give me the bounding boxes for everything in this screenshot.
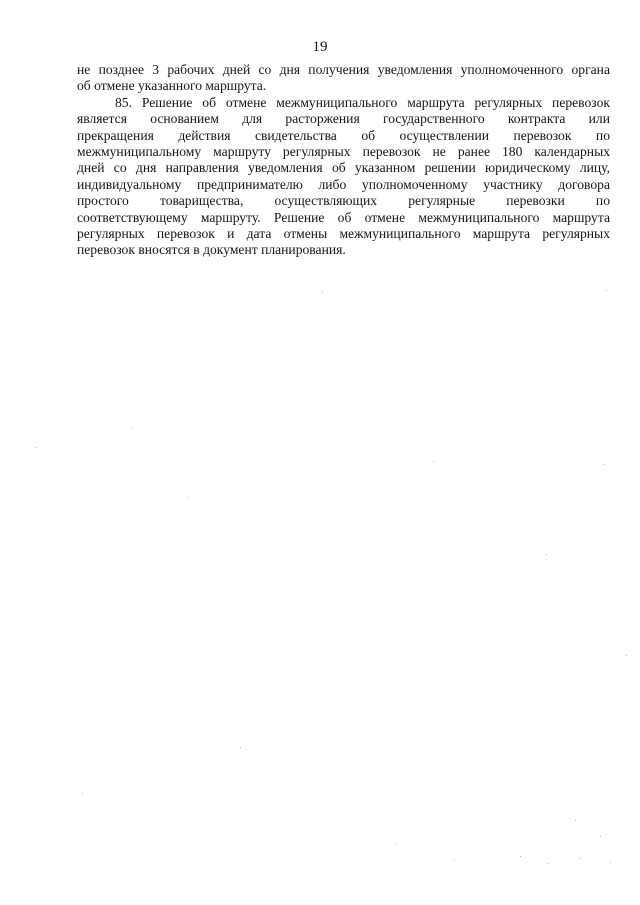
text-line: прекращения действия свидетельства об осуществлении перевозок по xyxy=(77,127,610,143)
text-line: дней со дня направления уведомления об указанном решении юридическому лицу, xyxy=(77,160,610,176)
text-line: простого товарищества, осуществляющих регулярные перевозки по xyxy=(77,193,610,209)
text-line: перевозок вносятся в документ планирования. xyxy=(77,242,346,258)
paragraph-85-first-line: 85. Решение об отмене межмуниципального маршрута регулярных перевозок xyxy=(115,94,610,110)
text-line: регулярных перевозок и дата отмены межмуниципального маршрута регулярных xyxy=(77,226,610,242)
scan-speck xyxy=(322,291,323,292)
scan-speck xyxy=(188,497,189,498)
text-line: межмуниципальному маршруту регулярных перевозок не ранее 180 календарных xyxy=(77,144,610,160)
scan-speck xyxy=(606,290,607,291)
scan-speck xyxy=(603,464,604,465)
scan-speck xyxy=(548,863,549,864)
page-number: 19 xyxy=(312,39,328,55)
text-line: соответствующему маршруту. Решение об отмене межмуниципального маршрута xyxy=(77,209,610,225)
scan-speck xyxy=(600,836,601,837)
scan-speck xyxy=(240,747,241,748)
body-text xyxy=(77,62,610,259)
scan-speck xyxy=(575,820,576,821)
scan-speck xyxy=(580,858,581,859)
text-line: индивидуальному предпринимателю либо уполномоченному участнику договора xyxy=(77,176,610,192)
scan-speck xyxy=(610,862,611,863)
scan-speck xyxy=(454,860,455,861)
scan-speck xyxy=(82,793,83,794)
text-line: является основанием для расторжения государственного контракта или xyxy=(77,111,610,127)
scan-speck xyxy=(626,655,627,656)
text-line: не позднее 3 рабочих дней со дня получения уведомления уполномоченного органа xyxy=(77,62,610,77)
scan-speck xyxy=(520,856,521,857)
scan-speck xyxy=(395,843,396,844)
scan-speck xyxy=(35,447,36,448)
scan-speck xyxy=(433,461,434,462)
scan-speck xyxy=(132,428,133,429)
scan-speck xyxy=(546,554,547,555)
text-line: об отмене указанного маршрута. xyxy=(77,78,267,94)
